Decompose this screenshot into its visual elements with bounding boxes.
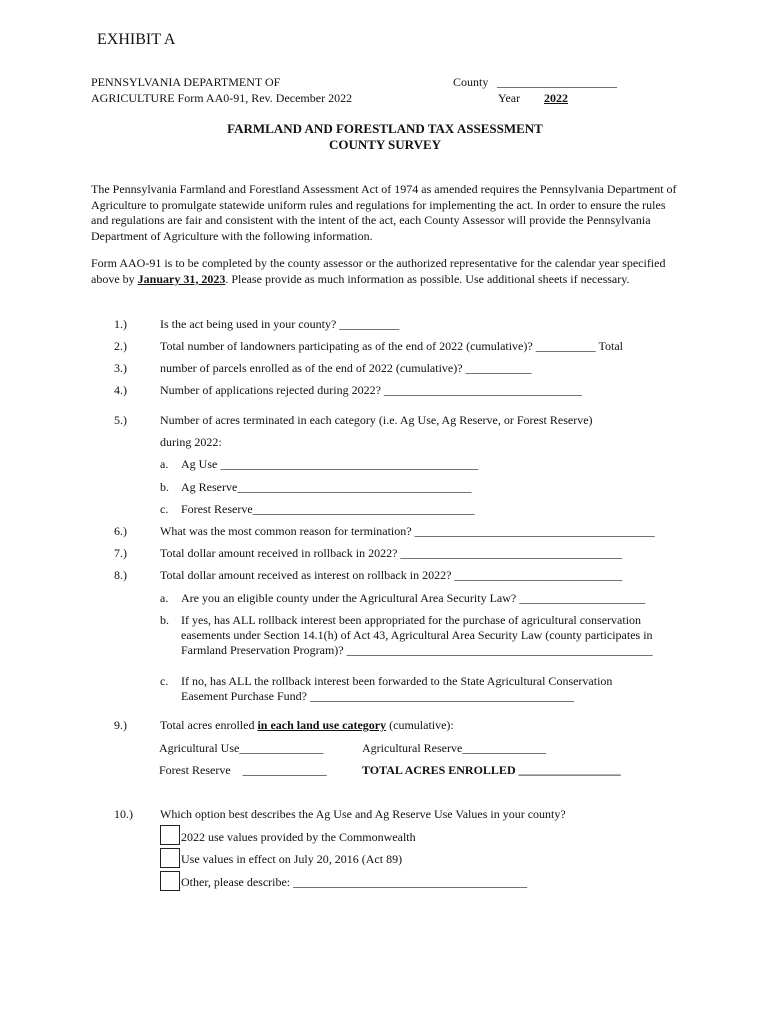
intro-paragraph-1: The Pennsylvania Farmland and Forestland Assessment Act of 1974 as amended requires the Pennsylvania Department of Agriculture to promulgate statewide uniform rules and regulations for implementing the act. In order to ensure the rules and regulations are fair and consistent with the intent of the act, each County Assessor will provide the Pennsylvania Department of Agriculture with the following information. <box>91 182 677 243</box>
q5-number: 5.) <box>114 413 127 427</box>
dept-line-2: AGRICULTURE Form AA0-91, Rev. December 2022 <box>91 91 353 105</box>
q5a-text: Ag Use ___________________________________________ <box>181 457 479 471</box>
intro-paragraph-2: Form AAO-91 is to be completed by the county assessor or the authorized representative for the calendar year specified above by January 31, 2023. Please provide as much information as possible. Use additional sheets if necessary. <box>91 256 666 286</box>
q5c-label: c. <box>160 502 169 516</box>
q4-text: Number of applications rejected during 2022? _________________________________ <box>160 383 582 397</box>
q8c-label: c. <box>160 674 169 688</box>
county-field[interactable]: ____________________ <box>497 75 617 89</box>
q10-option-1-checkbox[interactable] <box>160 825 180 845</box>
form-title-line-2: COUNTY SURVEY <box>328 137 442 152</box>
q8c-line-1: If no, has ALL the rollback interest been forwarded to the State Agricultural Conservation <box>181 674 613 688</box>
q8-number: 8.) <box>114 568 127 582</box>
q9-text: Total acres enrolled in each land use category (cumulative): <box>160 718 454 732</box>
q10-number: 10.) <box>114 807 133 821</box>
q9-number: 9.) <box>114 718 127 732</box>
year-label: Year <box>498 91 521 105</box>
year-value: 2022 <box>544 91 568 105</box>
q5-text-2: during 2022: <box>160 435 222 449</box>
q8b-label: b. <box>160 613 169 627</box>
q9-ag-use[interactable]: Agricultural Use______________ <box>159 741 324 755</box>
due-date: January 31, 2023 <box>137 271 226 286</box>
q5b-label: b. <box>160 480 169 494</box>
q2-text: Total number of landowners participating as of the end of 2022 (cumulative)? __________ Total <box>160 339 623 353</box>
q10-option-3-checkbox[interactable] <box>160 871 180 891</box>
q6-number: 6.) <box>114 524 127 538</box>
q10-text: Which option best describes the Ag Use and Ag Reserve Use Values in your county? <box>160 807 566 821</box>
q5a-label: a. <box>160 457 169 471</box>
q6-text: What was the most common reason for termination? ________________________________________ <box>160 524 655 538</box>
q5-text: Number of acres terminated in each category (i.e. Ag Use, Ag Reserve, or Forest Reserve) <box>160 413 593 427</box>
q4-number: 4.) <box>114 383 127 397</box>
q3-number: 3.) <box>114 361 127 375</box>
q9-total-acres[interactable]: TOTAL ACRES ENROLLED _________________ <box>362 763 621 777</box>
q10-option-2-checkbox[interactable] <box>160 848 180 868</box>
q3-text: number of parcels enrolled as of the end of 2022 (cumulative)? ___________ <box>160 361 532 375</box>
q9-forest-reserve[interactable]: Forest Reserve ______________ <box>159 763 327 777</box>
q8b-line-1: If yes, has ALL rollback interest been appropriated for the purchase of agricultural conservation <box>181 613 642 627</box>
q1-number: 1.) <box>114 317 127 331</box>
q10-option-1-label: 2022 use values provided by the Commonwealth <box>181 830 416 844</box>
county-label: County <box>453 75 489 89</box>
q10-option-2-label: Use values in effect on July 20, 2016 (Act 89) <box>181 852 403 866</box>
exhibit-label: EXHIBIT A <box>97 31 176 48</box>
q8c-line-2: Easement Purchase Fund? ____________________________________________ <box>181 689 574 703</box>
q5b-text: Ag Reserve_______________________________________ <box>181 480 472 494</box>
form-title-line-1: FARMLAND AND FORESTLAND TAX ASSESSMENT <box>227 121 543 136</box>
q8b-line-2: easements under Section 14.1(h) of Act 43, Agricultural Area Security Law (county participates in <box>181 628 653 642</box>
dept-line-1: PENNSYLVANIA DEPARTMENT OF <box>91 75 281 89</box>
q7-number: 7.) <box>114 546 127 560</box>
q8a-label: a. <box>160 591 169 605</box>
q8b-line-3: Farmland Preservation Program)? ___________________________________________________ <box>181 643 653 657</box>
q8a-text: Are you an eligible county under the Agricultural Area Security Law? _____________________ <box>181 591 646 605</box>
q10-option-3-label: Other, please describe: _______________________________________ <box>181 875 528 889</box>
q5c-text: Forest Reserve_____________________________________ <box>181 502 475 516</box>
q1-text: Is the act being used in your county? __________ <box>160 317 400 331</box>
q7-text: Total dollar amount received in rollback in 2022? _____________________________________ <box>160 546 623 560</box>
q8-text: Total dollar amount received as interest on rollback in 2022? ____________________________ <box>160 568 623 582</box>
q9-ag-reserve[interactable]: Agricultural Reserve______________ <box>362 741 547 755</box>
q2-number: 2.) <box>114 339 127 353</box>
